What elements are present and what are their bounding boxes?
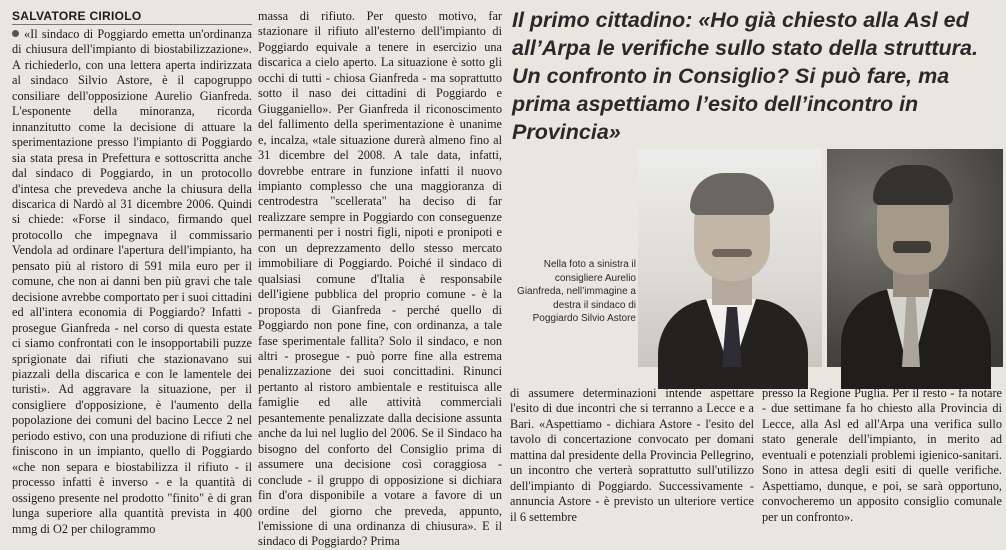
bullet-icon [12, 30, 19, 37]
photo-aurelio-gianfreda [638, 149, 822, 367]
byline: SALVATORE CIRIOLO [12, 9, 252, 25]
article-column-1 [12, 27, 252, 536]
article-column-4 [762, 386, 1002, 524]
article-column-2 [258, 9, 502, 549]
column-3-text: di assumere determinazioni intende aspettare l'esito di due incontri che si terranno a Lecce e a Bari. «Aspettiamo - dichiara Astore - l'esito del tavolo di concertazione convocato per domani mattina dal presidente della Provincia Pellegrino, un incontro che verterà soprattutto sull'utilizzo dell'impianto di Poggiardo. Successivamente - annuncia Astore - è previsto un ulteriore vertice il 6 settembre [510, 386, 754, 524]
headline: Il primo cittadino: «Ho già chiesto alla Asl ed all’Arpa le verifiche sullo stato della struttura. Un confronto in Consiglio? Si può fare, ma prima aspettiamo l’esito dell’incontro in Provincia» [512, 8, 978, 144]
article-column-3 [510, 386, 754, 524]
photo-caption: Nella foto a sinistra il consigliere Aurelio Gianfreda, nell’immagine a destra il sindaco di Poggiardo Silvio Astore [517, 259, 636, 324]
column-2-text: massa di rifiuto. Per questo motivo, far stazionare il rifiuto all'esterno dell'impianto di Poggiardo equivale a tenere in esercizio una discarica a cielo aperto. La situazione è sotto gli occhi di tutti - chiosa Gianfreda - ma soprattutto sotto il naso dei cittadini di Poggiardo e Giugganiello». Per Gianfreda il riconoscimento del fallimento della sperimentazione è unanime e, incalza, «tale situazione durerà almeno fino al 31 dicembre del 2008. A tale data, infatti, dovrebbe entrare in funzione infatti il nuovo impianto complesso che una maggioranza di centrodestra "scellerata" ha deciso di far realizzare sempre in Poggiardo con conseguenze permanenti per i nostri figli, nipoti e pronipoti e con un deprezzamento dello stesso mercato immobiliare di Poggiardo. Poiché il sindaco di qualsiasi comune d'Italia è responsabile dell'igiene pubblica del proprio comune - è la proposta di Gianfreda - perché quello di Poggiardo non pone fine, con ordinanza, a tale fase sperimentale fallita? Solo il sindaco, e non altri - prosegue - può porre fine alla estrema penalizzazione dei suoi concittadini. Rinunci pertanto al ristoro ambientale e restituisca alle famiglie ed alle attività commerciali pesantemente penalizzate dalla decisione assunta anche da lui nel luglio del 2006. Se il Sindaco ha bisogno del conforto del Consiglio prima di assumere una decisione così coraggiosa - conclude - il gruppo di opposizione si dichiara fin d'ora disponibile a votare a favore di un ordine del giorno che preveda, appunto, l'emissione di una ordinanza di chiusura». E il sindaco di Poggiardo? Prima [258, 9, 502, 549]
column-1-text: «Il sindaco di Poggiardo emetta un'ordinanza di chiusura dell'impianto di biostabilizzazione». A richiederlo, con una lettera aperta indirizzata al sindaco Silvio Astore, è il capogruppo consiliare dell'opposizione Aurelio Gianfreda. L'esponente della minoranza, ricorda innanzitutto come la decisione di attuare la sperimentazione presso l'impianto di Poggiardo sia stata presa in Prefettura e sottoscritta anche dal sindaco di Poggiardo, in un protocollo d'intesa che prevedeva anche la chiusura della discarica di Nardò al 31 dicembre 2006. Quindi si chiede: «Forse il sindaco, firmando quel protocollo che impegnava il commissario Vendola ad ordinare l'apertura dell'impianto, ha pensato più al ristoro di 591 mila euro per il comune, che non ai danni ben più gravi che tale decisione avrebbe comportato per i suoi cittadini ed all'intera economia di Poggiardo? Infatti - prosegue Gianfreda - nel corso di questa estate ci siamo confrontati con le insopportabili puzze sprigionate dai rifiuti che stazionavano sui piazzali della discarica e con le lamentele dei turisti». Ad aggravare la situazione, per il consigliere d'opposizione, è l'aumento della popolazione dei comuni del bacino Lecce 2 nel periodo estivo, con una produzione di rifiuti che finiscono in un impianto, quello di Poggiardo «che non separa e biostabilizza il rifiuto - il processo infatti è inverso - e la quantità di ossigeno presente nel prodotto "finito" è di gran lunga superiore alla quantità prevista in 400 mmg di O2 per chilogrammo [12, 27, 252, 536]
column-4-text: presso la Regione Puglia. Per il resto - fa notare - due settimane fa ho chiesto alla Provincia di Lecce, alla Asl ed all'Arpa una verifica sullo stato generale dell'impianto, in merito ad eventuali e potenziali problemi igienico-sanitari. Sono in attesa degli esiti di quelle verifiche. Aspettiamo, dunque, e poi, se sarà opportuno, convocheremo un apposito consiglio comunale per un confronto». [762, 386, 1002, 524]
photo-silvio-astore [827, 149, 1003, 367]
